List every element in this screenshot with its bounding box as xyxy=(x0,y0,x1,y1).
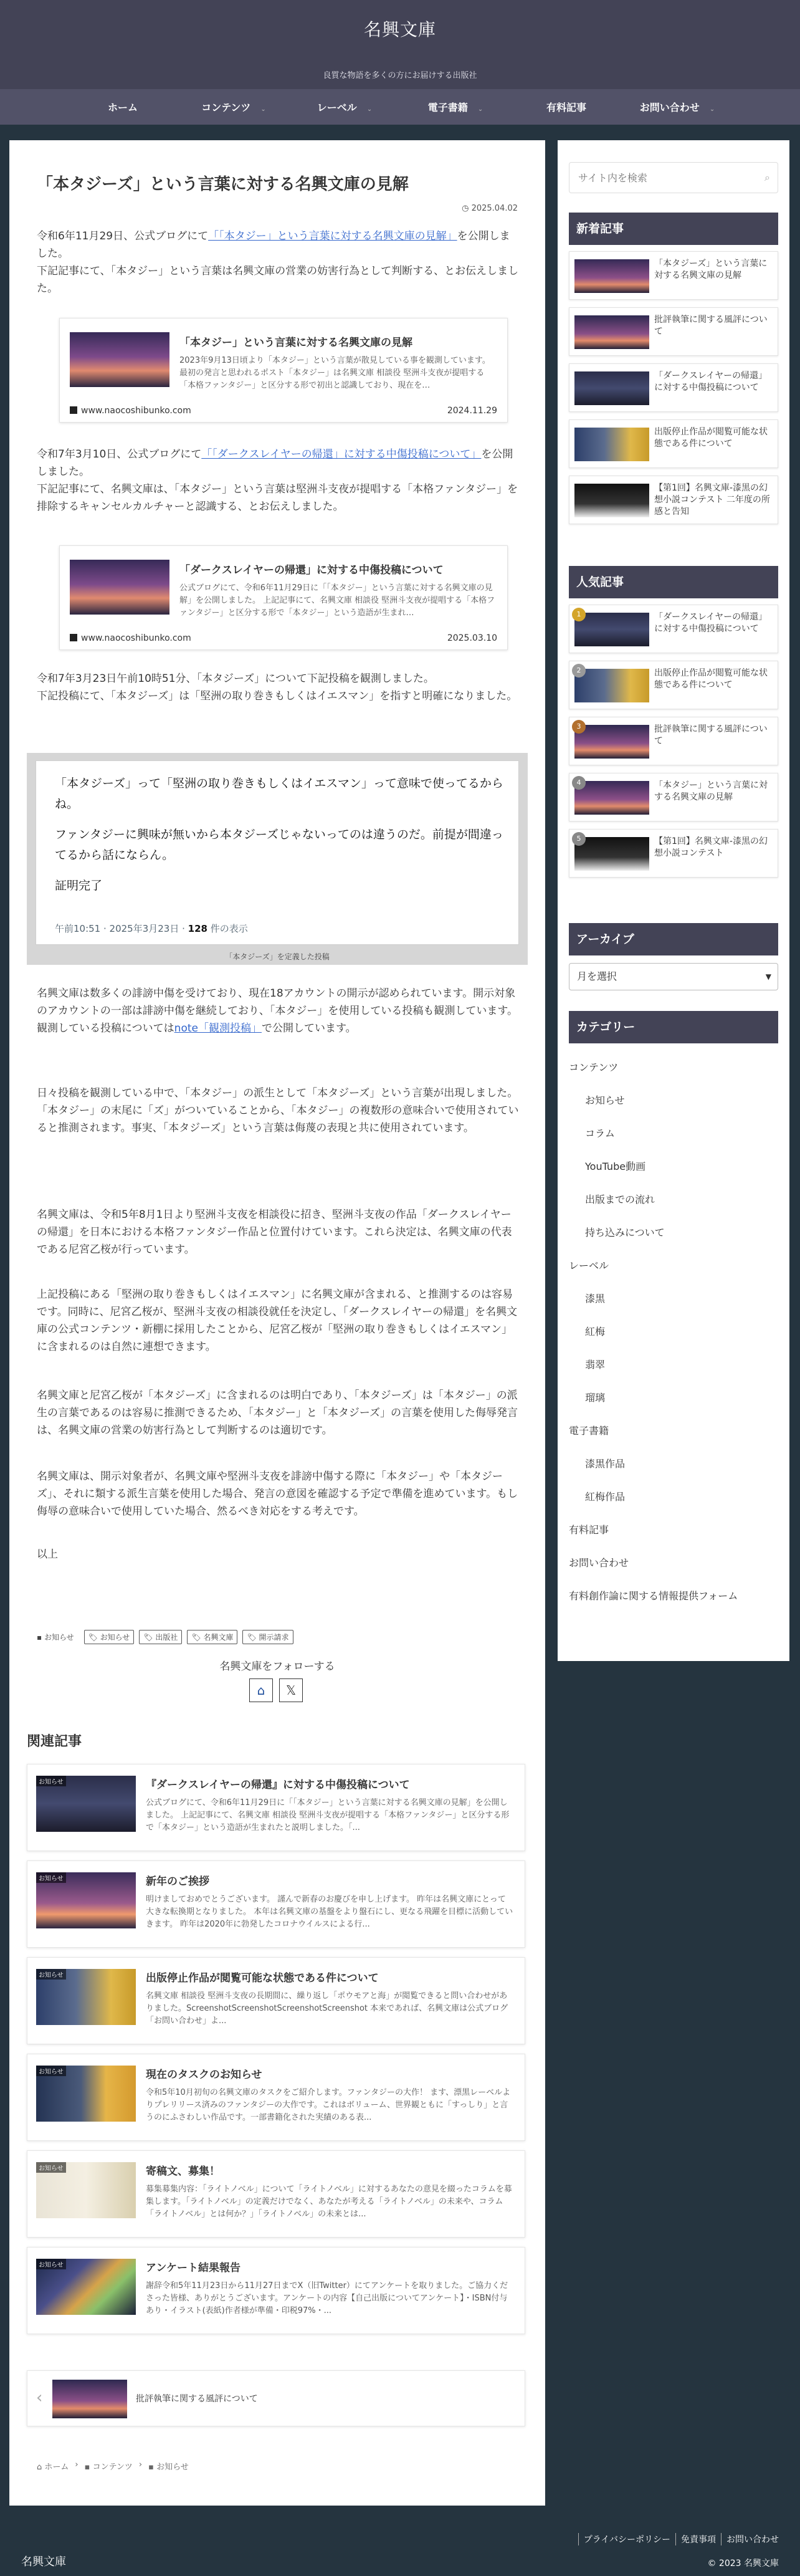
related-title: アンケート結果報告 xyxy=(146,2262,240,2274)
post-title: 出版停止作品が閲覧可能な状態である件について xyxy=(654,668,768,690)
related-desc: 謝辞令和5年11月23日から11月27日までX（旧Twitter）にてアンケートを取りました。ご協力くださった皆様、ありがとうございます。アンケートの内容【自己出版についてアンケート】・ISBN付与あり・イラスト(表紙)作者様が準備・印税97%・... xyxy=(146,2281,508,2315)
site-header xyxy=(0,0,800,89)
related-category: お知らせ xyxy=(36,1776,66,1786)
paragraph xyxy=(37,985,520,1037)
chevron-left-icon: ‹ xyxy=(36,2388,43,2407)
text: 下記投稿にて、「本タジーズ」は「堅洲の取り巻きもしくはイエスマン」を指すと明確になりました。 xyxy=(37,690,518,702)
tag-label: 名興文庫 xyxy=(203,1633,234,1642)
post-title: 「本タジーズ」という言葉に対する名興文庫の見解 xyxy=(654,259,768,280)
popular-post-item[interactable] xyxy=(569,829,778,878)
blog-card[interactable] xyxy=(59,318,508,423)
prev-post-thumbnail xyxy=(52,2380,127,2418)
related-category: お知らせ xyxy=(36,2162,66,2173)
link-darkslayer[interactable]: 「「ダークスレイヤーの帰還」に対する中傷投稿について」 xyxy=(201,448,482,461)
breadcrumb xyxy=(37,2460,189,2472)
breadcrumb-label: ホーム xyxy=(44,2463,69,2472)
sidebar xyxy=(558,140,789,1661)
follow-heading: 名興文庫をフォローする xyxy=(219,1660,335,1673)
card-thumbnail xyxy=(70,332,169,387)
related-category: お知らせ xyxy=(36,2259,66,2269)
post-thumbnail xyxy=(574,837,649,871)
related-item[interactable] xyxy=(27,1860,525,1948)
nav-label: レーベル xyxy=(317,102,357,113)
widget-heading-popular: 人気記事 xyxy=(569,566,778,598)
text: 下記記事にて、名興文庫は、「本タジー」という言葉は堅洲斗支夜が提唱する「本格ファンタジー」を排除するキャンセルカルチャーと認識する、とお伝えしました。 xyxy=(37,483,518,513)
related-desc: 名興文庫 相談役 堅洲斗支夜の長期間に、繰り返し「ポウモアと海」が閲覧できると問い合わせがありました。ScreenshotScreenshotScreenshotScreenshot 本来であれば、名興文庫は公式ブログ「お問い合わせ」よ... xyxy=(146,1991,508,2026)
card-title: 「本タジー」という言葉に対する名興文庫の見解 xyxy=(179,337,412,349)
category-link[interactable]: 電子書籍 xyxy=(569,1425,609,1437)
post-thumbnail xyxy=(574,371,649,405)
related-desc: 募集募集内容：「ライトノベル」について「ライトノベル」に対するあなたの意見を綴ったコラムを募集します。「ライトノベル」の定義だけでなく、あなたが考える「ライトノベル」の未来や、コラム「ライトノベル」とは何か？」「ライトノベル」の未来とは... xyxy=(146,2185,512,2219)
embedded-post xyxy=(27,753,528,965)
category-link[interactable]: 持ち込みについて xyxy=(585,1227,665,1238)
paragraph xyxy=(37,227,520,297)
main-nav xyxy=(0,89,800,125)
tweet-view-label: 件の表示 xyxy=(207,923,248,934)
category-link[interactable]: レーベル xyxy=(569,1260,609,1271)
paragraph: 名興文庫と尼宮乙桜が「本タジーズ」に含まれるのは明白であり、「本タジーズ」は「本タジー」の派生の言葉であるのは容易に推測できるため、「本タジー」と「本タジーズ」の言葉を使用した侮辱発言は、名興文庫の営業の妨害行為として判断するのは適切です。 xyxy=(37,1389,518,1437)
footer-link-disclaimer[interactable]: 免責事項 xyxy=(675,2533,716,2545)
paragraph xyxy=(37,446,520,515)
related-title: 寄稿文、募集！ xyxy=(146,2165,220,2178)
footer-link-privacy[interactable]: プライバシーポリシー xyxy=(578,2533,670,2545)
breadcrumb-notice[interactable]: ▪ お知らせ xyxy=(148,2463,189,2472)
home-icon[interactable]: ⌂ xyxy=(249,1678,273,1702)
paragraph xyxy=(37,670,520,705)
new-post-item[interactable] xyxy=(569,251,778,300)
tag-link[interactable]: 🏷 名興文庫 xyxy=(187,1630,237,1644)
post-thumbnail xyxy=(574,484,649,517)
related-desc: 令和5年10月初旬の名興文庫のタスクをご紹介します。ファンタジーの大作！ ます、漂黒レーベルよりプレリリース済みのファンタジーの大作です。これはボリューム、世界観ともに「すっしり」と言うのにふさわしい作品です。一部書籍化された実績のある表... xyxy=(146,2088,511,2122)
post-title: 批評執筆に関する風評について xyxy=(654,724,768,746)
favicon-icon xyxy=(70,634,77,641)
category-link[interactable]: YouTube動画 xyxy=(585,1161,646,1172)
search-box xyxy=(569,162,778,193)
tweet-body xyxy=(55,773,503,896)
post-thumbnail xyxy=(574,428,649,461)
chevron-down-icon: ⌄ xyxy=(260,106,266,113)
rank-badge: 5 xyxy=(572,832,586,846)
tweet-card[interactable] xyxy=(36,760,519,945)
search-input[interactable] xyxy=(569,163,778,193)
embed-caption: 「本タジーズ」を定義した投稿 xyxy=(225,952,330,961)
clock-icon: ◷ xyxy=(462,204,472,213)
text: を公開しました。 xyxy=(37,230,510,260)
related-category: お知らせ xyxy=(36,2066,66,2076)
tweet-line: 証明完了 xyxy=(55,879,103,893)
article-date xyxy=(462,204,518,213)
rank-badge: 4 xyxy=(572,776,586,790)
tweet-line: ファンタジーに興味が無いから本タジーズじゃないってのは違うのだ。前提が間違ってるから話にならん。 xyxy=(55,828,503,862)
breadcrumb-separator: › xyxy=(75,2460,79,2469)
widget-heading-category: カテゴリー xyxy=(569,1011,778,1043)
post-title: 「本タジー」という言葉に対する名興文庫の見解 xyxy=(654,780,768,802)
breadcrumb-home[interactable]: ⌂ ホーム xyxy=(37,2463,69,2472)
popular-post-item[interactable] xyxy=(569,773,778,821)
new-post-item[interactable] xyxy=(569,363,778,412)
card-date: 2025.03.10 xyxy=(447,633,497,643)
article-date-value: 2025.04.02 xyxy=(471,204,518,213)
paragraph: 上記投稿にある「堅洲の取り巻きもしくはイエスマン」に名興文庫が含まれる、と推測するのは容易です。同時に、尼宮乙桜が、堅洲斗支夜の相談役就任を決定し、「ダークスレイヤーの帰還」を名興文庫の公式コンテンツ・新棚に採用したことから、尼宮乙桜が「堅洲の取り巻きもしくはイエスマン」に含まれるのは自然に連想できます。 xyxy=(37,1288,518,1353)
post-title: 批評執筆に関する風評について xyxy=(654,315,768,337)
post-thumbnail xyxy=(574,669,649,702)
chevron-down-icon: ⌄ xyxy=(477,106,483,113)
text: 令和7年3月10日、公式ブログにて xyxy=(37,448,202,461)
new-post-item[interactable] xyxy=(569,419,778,468)
category-link[interactable]: 漆黒 xyxy=(585,1293,606,1305)
breadcrumb-separator: › xyxy=(138,2460,143,2469)
card-date: 2024.11.29 xyxy=(447,406,497,416)
prev-post-link[interactable] xyxy=(27,2370,525,2426)
nav-label: ホーム xyxy=(107,102,138,113)
nav-label: 有料記事 xyxy=(546,102,586,113)
related-category: お知らせ xyxy=(36,1872,66,1883)
related-desc: 公式ブログにて、令和6年11月29日に「「本タジー」という言葉に対する名興文庫の見解」を公開しました。 上記記事にて、名興文庫 相談役 堅洲斗支夜が提唱する「本格ファンタジー」と区分する形で「本タジー」という造語が生まれたと説明しました。「... xyxy=(146,1798,510,1832)
site-footer xyxy=(0,2506,800,2576)
site-title[interactable]: 名興文庫 xyxy=(363,19,436,40)
category-link[interactable]: お問い合わせ xyxy=(569,1557,629,1569)
tag-label: 出版社 xyxy=(155,1633,178,1642)
post-title: 「ダークスレイヤーの帰還」に対する中傷投稿について xyxy=(654,371,768,393)
category-link[interactable]: 有料記事 xyxy=(569,1524,609,1536)
post-thumbnail xyxy=(574,613,649,646)
nav-item-contents[interactable] xyxy=(178,100,289,114)
nav-label: 電子書籍 xyxy=(427,102,468,113)
category-link[interactable]: 出版までの流れ xyxy=(585,1194,655,1205)
related-category: お知らせ xyxy=(36,1969,66,1980)
post-thumbnail xyxy=(574,259,649,293)
tag-link[interactable]: 🏷 お知らせ xyxy=(84,1630,135,1644)
related-heading: 関連記事 xyxy=(27,1734,82,1750)
category-link[interactable]: 有料創作論に関する情報提供フォーム xyxy=(569,1590,738,1602)
link-honta-view[interactable]: 「「本タジー」という言葉に対する名興文庫の見解」 xyxy=(208,230,457,242)
widget-heading-new: 新着記事 xyxy=(569,213,778,245)
nav-label: コンテンツ xyxy=(201,102,251,113)
article-title: 「本タジーズ」という言葉に対する名興文庫の見解 xyxy=(37,175,409,194)
related-title: 出版停止作品が閲覧可能な状態である件について xyxy=(146,1972,379,1985)
card-domain xyxy=(70,633,191,643)
x-icon[interactable]: 𝕏 xyxy=(279,1678,303,1702)
breadcrumb-label: お知らせ xyxy=(156,2463,189,2472)
rank-badge: 2 xyxy=(572,664,586,678)
text: 令和7年3月23日午前10時51分、「本タジーズ」について下記投稿を観測しました。 xyxy=(37,673,434,685)
text: を公開しました。 xyxy=(37,448,513,478)
card-domain-text: www.naocoshibunko.com xyxy=(81,406,191,416)
card-title: 「ダークスレイヤーの帰還」に対する中傷投稿について xyxy=(179,564,444,577)
rank-badge: 1 xyxy=(572,608,586,621)
new-post-item[interactable] xyxy=(569,307,778,356)
related-title: 『ダークスレイヤーの帰還』に対する中傷投稿について xyxy=(146,1779,410,1791)
blog-card[interactable] xyxy=(59,545,508,650)
text: で公開しています。 xyxy=(261,1022,356,1035)
link-note-observed[interactable]: note「観測投稿」 xyxy=(174,1022,262,1035)
category-link[interactable]: 紅梅 xyxy=(585,1326,606,1338)
category-link[interactable]: お知らせ xyxy=(585,1094,625,1106)
tag-link[interactable]: 🏷 出版社 xyxy=(139,1630,182,1644)
nav-item-contact[interactable] xyxy=(622,100,733,114)
footer-links xyxy=(578,2533,779,2545)
category-link[interactable]: 翡翠 xyxy=(585,1359,606,1371)
paragraph: 名興文庫は、開示対象者が、名興文庫や堅洲斗支夜を誹謗中傷する際に「本タジー」や「本タジーズ」、それに類する派生言葉を使用した場合、発言の意図を確認する予定で準備を進めています。もし侮辱の意味合いで使用していた場合、然るべき対応をする考えです。 xyxy=(37,1470,518,1518)
paragraph xyxy=(37,1085,520,1137)
text: 日々投稿を観測している中で、「本タジー」の派生として「本タジーズ」という言葉が出現しました。 xyxy=(37,1087,518,1099)
widget-heading-archive: アーカイブ xyxy=(569,923,778,955)
footer-link-contact[interactable]: お問い合わせ xyxy=(721,2533,779,2545)
prev-post-title: 批評執筆に関する風評について xyxy=(136,2394,258,2404)
post-title: 【第1回】名興文庫-漆黒の幻想小説コンテスト 二年度の所感と告知 xyxy=(654,483,770,517)
card-domain xyxy=(70,406,191,416)
follow-buttons xyxy=(249,1678,303,1702)
tag-label: お知らせ xyxy=(100,1633,130,1642)
copyright: © 2023 名興文庫 xyxy=(707,2559,779,2569)
category-link[interactable]: 漆黒作品 xyxy=(585,1458,626,1470)
main-content xyxy=(9,140,545,2506)
related-title: 新年のご挨拶 xyxy=(146,1875,209,1888)
post-thumbnail xyxy=(574,315,649,349)
post-thumbnail xyxy=(574,725,649,759)
tweet-meta xyxy=(55,922,248,935)
tag-link[interactable]: 🏷 開示請求 xyxy=(242,1630,293,1644)
category-link[interactable]: 紅梅作品 xyxy=(585,1491,626,1503)
chevron-down-icon: ▼ xyxy=(765,972,771,981)
nav-item-home[interactable] xyxy=(67,100,178,114)
archive-select[interactable] xyxy=(569,963,778,990)
card-thumbnail xyxy=(70,560,169,615)
related-item[interactable] xyxy=(27,2247,525,2334)
nav-item-label[interactable] xyxy=(289,100,400,114)
related-title: 現在のタスクのお知らせ xyxy=(146,2069,262,2081)
category-link[interactable]: ▪ お知らせ xyxy=(37,1633,74,1642)
tweet-line: 「本タジーズ」って「堅洲の取り巻きもしくはイエスマン」って意味で使ってるからね。 xyxy=(55,777,503,811)
related-item[interactable] xyxy=(27,2054,525,2141)
related-desc: 明けましておめでとうございます。 謹んで新春のお慶びを申し上げます。 昨年は名興文庫にとって大きな転換期となりました。 本年は名興文庫の基盤をより盤石にし、更なる飛躍を目標に活動していきます。 昨年は2020年に勃発したコロナウイルスによる行... xyxy=(146,1895,513,1929)
rank-badge: 3 xyxy=(572,720,586,734)
nav-item-ebook[interactable] xyxy=(400,100,511,114)
tweet-view-count: 128 xyxy=(188,923,207,934)
text: 名興文庫は数多くの誹謗中傷を受けており、現在18アカウントの開示が認められています。開示対象のアカウントの一部は誹謗中傷を継続しており、「本タジー」を使用している投稿も観測しています。 xyxy=(37,987,518,1017)
breadcrumb-label: コンテンツ xyxy=(92,2463,133,2472)
post-title: 「ダークスレイヤーの帰還」に対する中傷投稿について xyxy=(654,612,768,634)
text: 下記記事にて、「本タジー」という言葉は名興文庫の営業の妨害行為として判断する、とお伝えしました。 xyxy=(37,265,519,295)
nav-label: お問い合わせ xyxy=(639,102,700,113)
favicon-icon xyxy=(70,406,77,414)
category-link[interactable]: 瑠璃 xyxy=(585,1392,606,1404)
popular-post-item[interactable] xyxy=(569,605,778,653)
chevron-down-icon: ⌄ xyxy=(366,106,373,113)
popular-post-item[interactable] xyxy=(569,661,778,709)
category-link[interactable]: コンテンツ xyxy=(569,1061,619,1073)
card-desc: 2023年9月13日頃より「本タジー」という言葉が散見している事を観測しています。最初の発言と思われるポスト「本タジー」は名興文庫 相談役 堅洲斗支夜が提唱する「本格ファンタジー」と区分する形で初出と認識しており、現在を… xyxy=(179,356,490,390)
paragraph: 以上 xyxy=(37,1548,58,1561)
text: 令和6年11月29日、公式ブログにて xyxy=(37,230,209,242)
tweet-time: 午前10:51 · 2025年3月23日 · xyxy=(55,923,188,934)
search-icon[interactable]: ⌕ xyxy=(764,171,770,183)
tag-label: 開示請求 xyxy=(259,1633,289,1642)
card-domain-text: www.naocoshibunko.com xyxy=(81,633,191,643)
text: 観測している投稿については xyxy=(37,1022,174,1035)
related-item[interactable] xyxy=(27,1764,525,1851)
footer-site-title[interactable]: 名興文庫 xyxy=(21,2555,66,2569)
paragraph: 名興文庫は、令和5年8月1日より堅洲斗支夜を相談役に招き、堅洲斗支夜の作品「ダークスレイヤーの帰還」を日本における本格ファンタジー作品と位置付けています。これら決定は、名興文庫の代表である尼宮乙桜が行っています。 xyxy=(37,1209,512,1256)
post-thumbnail xyxy=(574,781,649,815)
article-tags xyxy=(37,1630,293,1644)
related-item[interactable] xyxy=(27,1957,525,2044)
card-desc: 公式ブログにて、令和6年11月29日に「「本タジー」という言葉に対する名興文庫の見解」を公開しました。 上記記事にて、名興文庫 相談役 堅洲斗支夜が提唱する「本格ファンタジー」と区分する形で「本タジー」という造語が生まれ… xyxy=(179,583,495,618)
chevron-down-icon: ⌄ xyxy=(709,106,715,113)
site-tagline: 良質な物語を多くの方にお届けする出版社 xyxy=(323,71,477,80)
popular-post-item[interactable] xyxy=(569,717,778,765)
text: 「本タジー」の末尾に「ズ」がついていることから、「本タジー」の複数形の意味合いで使用されていると推測されます。事実、「本タジーズ」という言葉は侮蔑の表現と共に使用されています。 xyxy=(37,1104,519,1134)
new-post-item[interactable] xyxy=(569,476,778,524)
related-item[interactable] xyxy=(27,2150,525,2238)
archive-select-value: 月を選択 xyxy=(577,970,617,982)
post-title: 【第1回】名興文庫-漆黒の幻想小説コンテスト xyxy=(654,836,768,858)
post-title: 出版停止作品が閲覧可能な状態である件について xyxy=(654,427,768,449)
category-label: お知らせ xyxy=(44,1633,74,1642)
breadcrumb-contents[interactable]: ▪ コンテンツ xyxy=(84,2463,133,2472)
nav-item-paid[interactable] xyxy=(511,100,622,114)
category-link[interactable]: コラム xyxy=(585,1128,615,1139)
